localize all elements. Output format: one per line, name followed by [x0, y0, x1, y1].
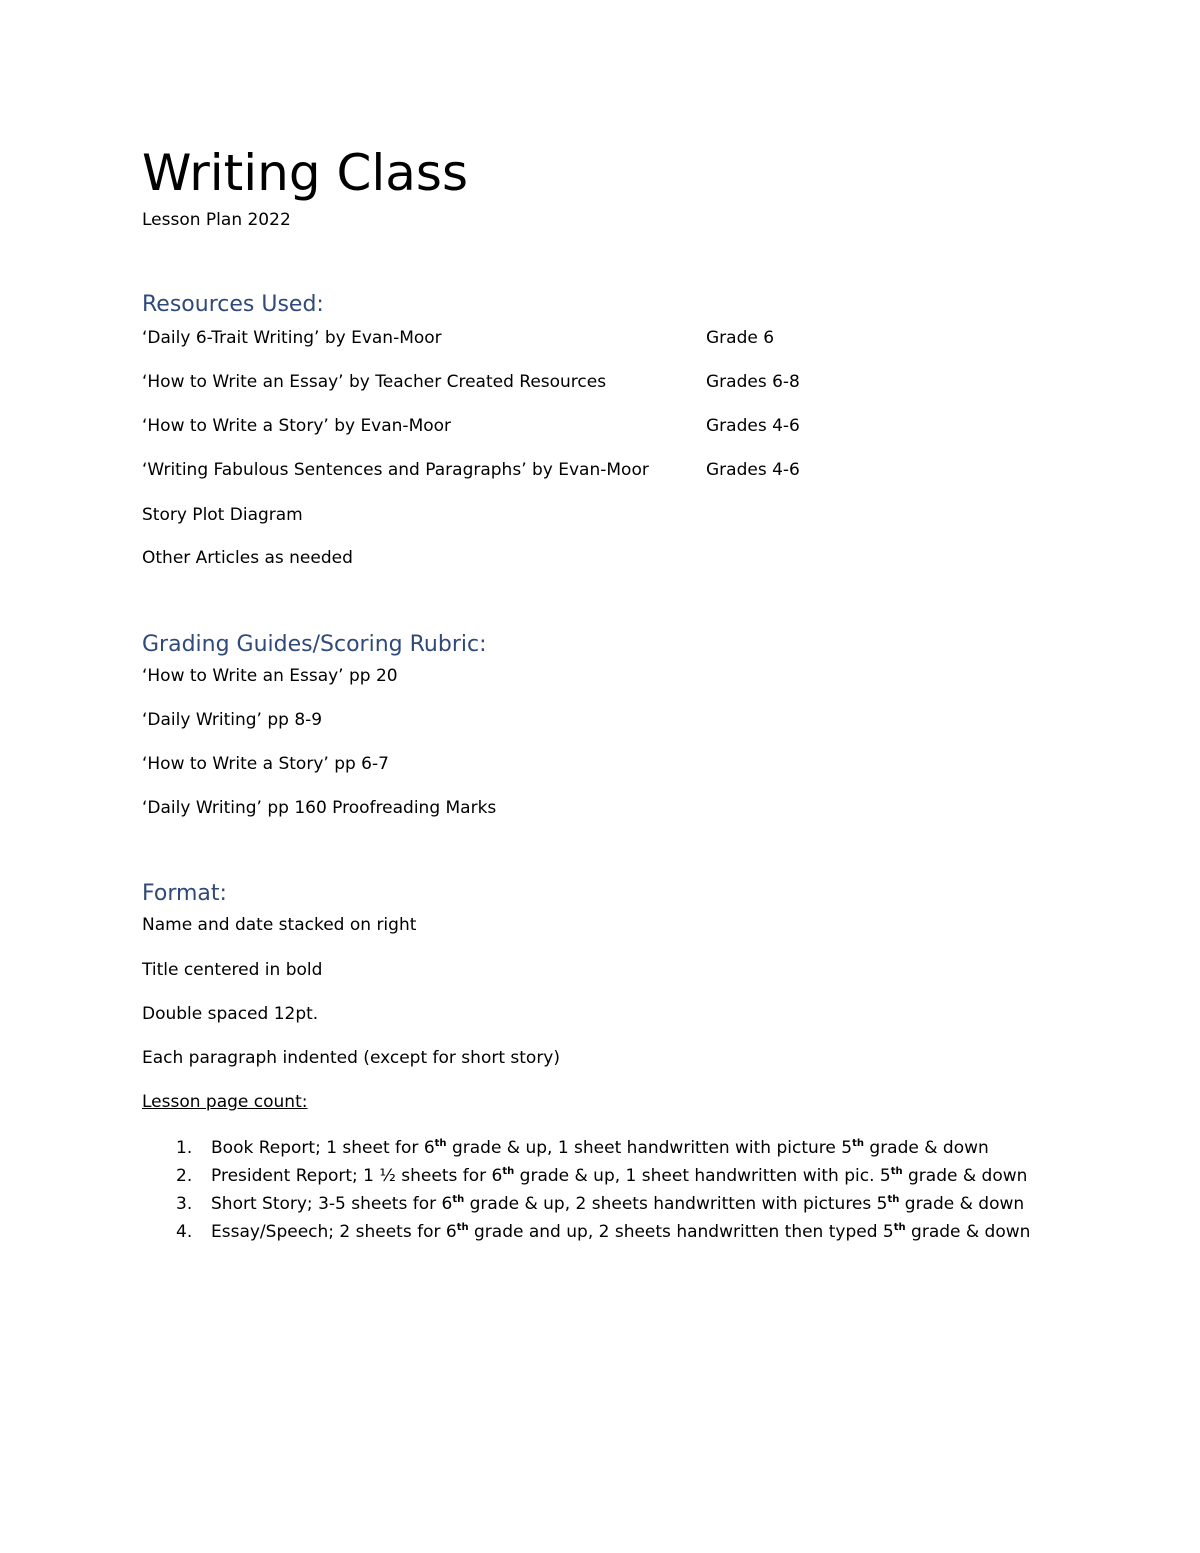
page-count-list [142, 1134, 1030, 1246]
resource-grade: Grade 6 [706, 328, 775, 348]
list-number: 3. [176, 1194, 193, 1214]
list-item: 4. Essay/Speech; 2 sheets for 6th grade and up, 2 sheets handwritten then typed 5th grade & down [142, 1218, 1030, 1246]
list-item: 1. Book Report; 1 sheet for 6th grade & up, 1 sheet handwritten with picture 5th grade & down [142, 1134, 1030, 1162]
grading-item: ‘Daily Writing’ pp 160 Proofreading Marks [142, 798, 497, 818]
resource-item [142, 458, 800, 482]
resource-item [142, 414, 800, 438]
format-heading: Format: [142, 881, 227, 906]
page-count-label: Lesson page count: [142, 1092, 308, 1112]
format-item: Title centered in bold [142, 960, 323, 980]
document-page [142, 0, 1102, 1553]
list-number: 1. [176, 1138, 193, 1158]
resource-item [142, 370, 800, 394]
document-subtitle: Lesson Plan 2022 [142, 210, 291, 230]
format-item: Name and date stacked on right [142, 915, 417, 935]
resource-item [142, 503, 303, 527]
grading-item: ‘How to Write a Story’ pp 6-7 [142, 754, 389, 774]
grading-heading: Grading Guides/Scoring Rubric: [142, 632, 487, 657]
resource-item [142, 326, 775, 350]
resource-item [142, 546, 353, 570]
resources-heading: Resources Used: [142, 292, 324, 317]
resource-grade: Grades 4-6 [706, 460, 800, 480]
resource-name: Other Articles as needed [142, 548, 353, 568]
document-title: Writing Class [142, 144, 469, 202]
resource-grade: Grades 6-8 [706, 372, 800, 392]
resource-name: ‘Writing Fabulous Sentences and Paragraphs’ by Evan-Moor [142, 460, 649, 480]
format-item: Double spaced 12pt. [142, 1004, 319, 1024]
resource-name: Story Plot Diagram [142, 505, 303, 525]
grading-item: ‘How to Write an Essay’ pp 20 [142, 666, 398, 686]
resource-name: ‘Daily 6-Trait Writing’ by Evan-Moor [142, 328, 442, 348]
resource-name: ‘How to Write an Essay’ by Teacher Created Resources [142, 372, 607, 392]
format-item: Each paragraph indented (except for short story) [142, 1048, 561, 1068]
list-number: 4. [176, 1222, 193, 1242]
grading-item: ‘Daily Writing’ pp 8-9 [142, 710, 323, 730]
list-item: 2. President Report; 1 ½ sheets for 6th grade & up, 1 sheet handwritten with pic. 5th grade & down [142, 1162, 1030, 1190]
resource-grade: Grades 4-6 [706, 416, 800, 436]
resource-name: ‘How to Write a Story’ by Evan-Moor [142, 416, 452, 436]
list-number: 2. [176, 1166, 193, 1186]
list-item: 3. Short Story; 3-5 sheets for 6th grade & up, 2 sheets handwritten with pictures 5th grade & down [142, 1190, 1030, 1218]
